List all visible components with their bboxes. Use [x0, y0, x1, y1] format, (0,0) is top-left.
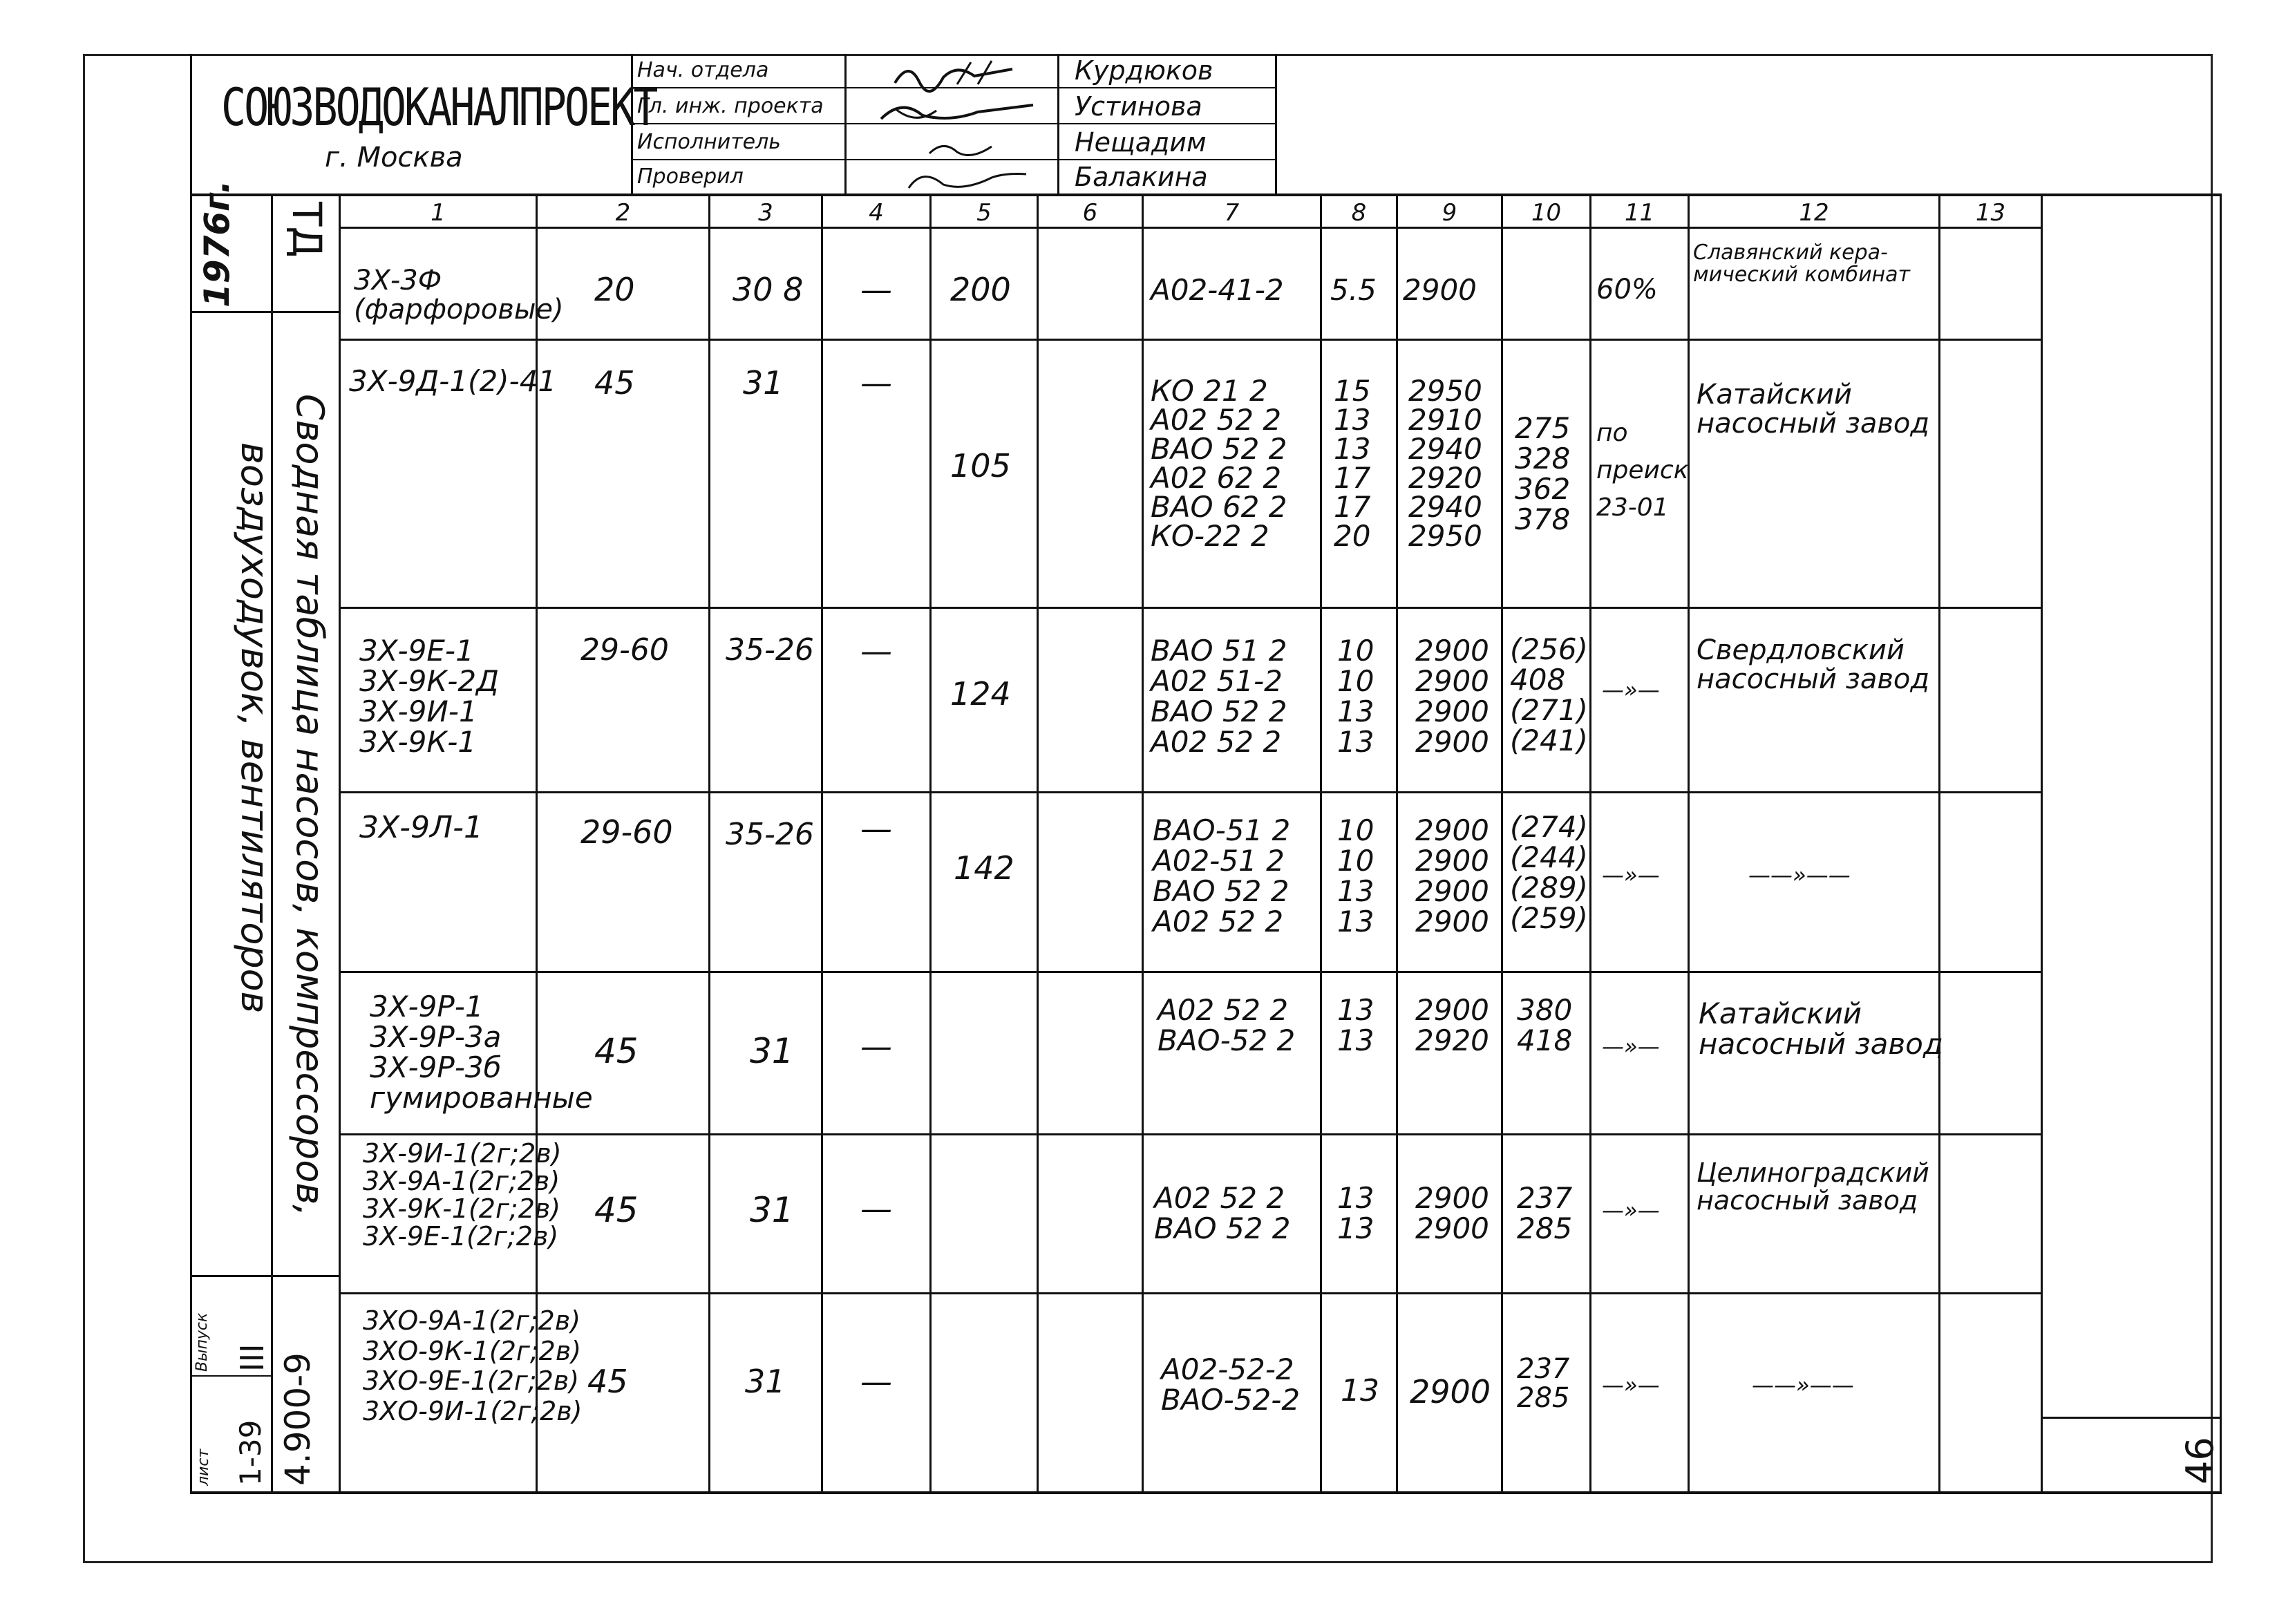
cell-motor: А02 52 2 ВАО-52 2 [1158, 993, 1296, 1058]
cell-rpm: 2900 [1403, 273, 1477, 307]
cell-weight: 275 328 362 378 [1515, 411, 1571, 537]
cell-rpm: 2900 [1410, 1373, 1491, 1410]
cell-power: 13 13 [1337, 1181, 1374, 1246]
cell-value: 45 [587, 1363, 628, 1400]
person-name: Курдюков [1075, 55, 1213, 86]
cell-value: 200 [950, 271, 1011, 308]
cell-price: —»— [1602, 1372, 1660, 1398]
column-header: 1 [431, 199, 446, 227]
sheet-label: лист [195, 1448, 212, 1486]
cell-value: 45 [594, 364, 635, 402]
cell-weight: (256) 408 (271) (241) [1510, 632, 1588, 758]
column-header: 8 [1351, 199, 1367, 227]
person-name: Устинова [1075, 91, 1202, 122]
cell-rpm: 2900 2900 2900 2900 [1415, 813, 1489, 939]
cell-value: 35-26 [726, 632, 814, 668]
table-title-line2: воздуходувок, вентиляторов [233, 442, 276, 1014]
cell-value: 35-26 [726, 817, 814, 852]
cell-motor: А02-41-2 [1151, 273, 1284, 307]
cell-weight: (274) (244) (289) (259) [1510, 810, 1588, 936]
cell-power: 13 13 [1337, 993, 1374, 1058]
cell-value: 31 [750, 1031, 794, 1071]
column-header: 11 [1624, 199, 1655, 227]
cell-power: 13 [1341, 1373, 1379, 1408]
vypusk-label: Выпуск [193, 1312, 211, 1372]
cell-rpm: 2900 2900 2900 2900 [1415, 634, 1489, 759]
cell-value: 31 [743, 364, 784, 402]
city: г. Москва [325, 142, 463, 173]
cell-value: — [860, 810, 892, 847]
column-header: 13 [1975, 199, 2006, 227]
cell-power: 5.5 [1330, 273, 1377, 307]
cell-power: 10 10 13 13 [1337, 634, 1374, 759]
column-header: 2 [615, 199, 631, 227]
role-label: Нач. отдела [637, 58, 769, 82]
cell-motor: КО 21 2 А02 52 2 ВАО 52 2 А02 62 2 ВАО 62 2 КО-22 2 [1151, 374, 1287, 553]
cell-value: 45 [594, 1031, 639, 1071]
cell-manufacturer: Катайский насосный завод [1699, 997, 1943, 1061]
cell-motor: ВАО 51 2 А02 51-2 ВАО 52 2 А02 52 2 [1151, 634, 1287, 759]
cell-power: 10 10 13 13 [1337, 813, 1374, 939]
cell-power: 15 13 13 17 17 20 [1334, 374, 1371, 553]
role-label: Исполнитель [637, 130, 781, 154]
document-code: 4.900-9 [278, 1352, 318, 1486]
column-header: 7 [1224, 199, 1240, 227]
column-header: 9 [1442, 199, 1457, 227]
person-name: Нещадим [1075, 127, 1207, 158]
cell-model: 3Х-9Е-1 3Х-9К-2Д 3Х-9И-1 3Х-9К-1 [359, 634, 499, 759]
column-header: 5 [976, 199, 992, 227]
column-header: 3 [758, 199, 773, 227]
cell-price: —»— [1602, 677, 1660, 703]
cell-model: 3Х-9И-1(2г;2в) 3Х-9А-1(2г;2в) 3Х-9К-1(2г;2в) 3Х-9Е-1(2г;2в) [363, 1138, 562, 1252]
cell-value: — [860, 271, 892, 308]
table-title-line1: Сводная таблица насосов, компрессоров, [288, 394, 332, 1217]
cell-value: — [860, 1363, 892, 1400]
cell-value: 124 [950, 675, 1011, 712]
cell-value: — [860, 364, 892, 402]
column-header: 4 [869, 199, 884, 227]
vypusk-value: III [234, 1343, 271, 1372]
cell-value: 29-60 [580, 632, 669, 668]
column-header: 12 [1799, 199, 1829, 227]
page-number: 46 [2178, 1437, 2222, 1484]
column-header: 10 [1531, 199, 1562, 227]
cell-value: 142 [954, 849, 1014, 887]
cell-rpm: 2900 2900 [1415, 1181, 1489, 1246]
cell-manufacturer: Свердловский насосный завод [1697, 634, 1930, 695]
cell-value: 105 [950, 447, 1011, 484]
cell-model: 3Х-9Д-1(2)-41 [349, 364, 557, 398]
role-label: Гл. инж. проекта [637, 94, 824, 118]
cell-value: 20 [594, 271, 635, 308]
cell-value: — [860, 632, 892, 670]
signature-scribbles [853, 57, 1054, 192]
cell-rpm: 2950 2910 2940 2920 2940 2950 [1408, 374, 1482, 553]
cell-value: — [860, 1028, 892, 1065]
cell-model: 3Х-9Л-1 [359, 810, 483, 845]
cell-price: по преиск 23-01 [1596, 419, 1689, 522]
column-header: 6 [1082, 199, 1098, 227]
cell-weight: 237 285 [1517, 1353, 1570, 1414]
cell-model: 3Х-9Р-1 3Х-9Р-3а 3Х-9Р-3б гумированные [370, 990, 593, 1115]
organization-name: СОЮЗВОДОКАНАЛПРОЕКТ [221, 77, 656, 138]
cell-value: 31 [750, 1190, 794, 1230]
cell-price: 60% [1596, 274, 1658, 305]
cell-value: 29-60 [580, 813, 673, 851]
cell-manufacturer: Славянский кера- мический комбинат [1693, 240, 1911, 287]
cell-manufacturer: ——»—— [1752, 1372, 1854, 1398]
cell-model: 3ХО-9А-1(2г;2в) 3ХО-9К-1(2г;2в) 3ХО-9Е-1(2г;2в) 3ХО-9И-1(2г;2в) [363, 1305, 583, 1427]
cell-weight: 237 285 [1517, 1181, 1573, 1246]
cell-price: —»— [1602, 862, 1660, 888]
cell-motor: А02 52 2 ВАО 52 2 [1154, 1181, 1291, 1246]
cell-price: —»— [1602, 1033, 1660, 1059]
cell-model: 3Х-3Ф (фарфоровые) [354, 265, 564, 325]
role-label: Проверил [637, 164, 744, 189]
cell-motor: ВАО-51 2 А02-51 2 ВАО 52 2 А02 52 2 [1153, 813, 1291, 939]
cell-manufacturer: ——»—— [1748, 862, 1851, 888]
person-name: Балакина [1075, 162, 1208, 192]
cell-manufacturer: Катайский насосный завод [1697, 379, 1930, 440]
cell-motor: А02-52-2 ВАО-52-2 [1161, 1352, 1301, 1417]
cell-value: — [860, 1190, 892, 1227]
cell-value: 30 8 [733, 271, 804, 308]
sheet-value: 1-39 [234, 1419, 267, 1486]
cell-manufacturer: Целиноградский насосный завод [1697, 1158, 1929, 1216]
year: 1976г. [197, 180, 237, 308]
cell-rpm: 2900 2920 [1415, 993, 1489, 1058]
td-label: ТД [283, 202, 330, 258]
cell-price: —»— [1602, 1197, 1660, 1223]
cell-value: 31 [745, 1363, 786, 1400]
cell-value: 45 [594, 1190, 639, 1230]
cell-weight: 380 418 [1517, 993, 1573, 1058]
